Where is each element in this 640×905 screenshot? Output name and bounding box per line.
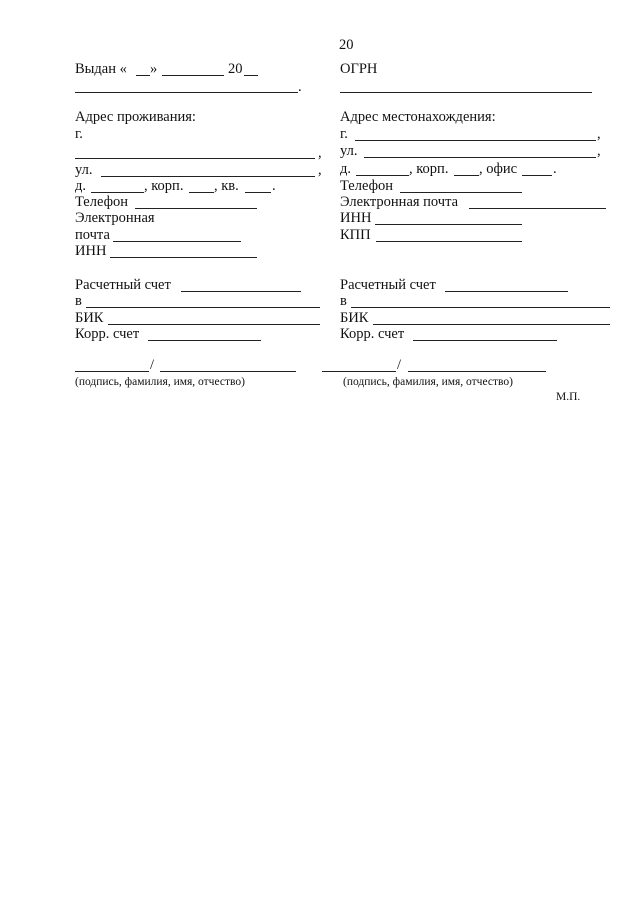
corr-account-label: Корр. счет xyxy=(340,326,405,342)
email-label: Электронная почта xyxy=(340,194,459,210)
email-label-line1: Электронная xyxy=(75,210,155,226)
issued-year-label: 20 xyxy=(228,61,243,77)
street-field[interactable] xyxy=(364,157,596,158)
bank-label: в xyxy=(75,293,82,309)
city-comma: , xyxy=(597,126,601,142)
signature-name-field[interactable] xyxy=(160,371,296,372)
account-field[interactable] xyxy=(181,291,301,292)
street-comma: , xyxy=(597,143,601,159)
issued-prefix: Выдан « xyxy=(75,61,127,77)
phone-field[interactable] xyxy=(400,192,522,193)
bik-field[interactable] xyxy=(108,324,320,325)
signature-name-field[interactable] xyxy=(408,371,546,372)
ogrn-label: ОГРН xyxy=(340,61,378,77)
corr-account-field[interactable] xyxy=(148,340,261,341)
signature-caption: (подпись, фамилия, имя, отчество) xyxy=(343,376,513,388)
apt-field[interactable] xyxy=(245,192,271,193)
corr-account-label: Корр. счет xyxy=(75,326,140,342)
stamp-label: М.П. xyxy=(556,391,581,403)
city-label: г. xyxy=(340,126,348,142)
street-comma: , xyxy=(318,162,322,178)
kpp-label: КПП xyxy=(340,227,371,243)
corp-field[interactable] xyxy=(189,192,214,193)
corp-label: , корп. xyxy=(144,178,184,194)
house-label: д. xyxy=(340,161,352,177)
street-label: ул. xyxy=(75,162,93,178)
phone-label: Телефон xyxy=(75,194,128,210)
bank-field[interactable] xyxy=(86,307,320,308)
office-label: , офис xyxy=(479,161,518,177)
bank-field[interactable] xyxy=(351,307,610,308)
issued-year-field[interactable] xyxy=(244,75,258,76)
bik-label: БИК xyxy=(340,310,369,326)
phone-label: Телефон xyxy=(340,178,393,194)
email-field[interactable] xyxy=(113,241,241,242)
house-label: д. xyxy=(75,178,87,194)
email-field[interactable] xyxy=(469,208,606,209)
signature-slash: / xyxy=(150,357,155,373)
page-number: 20 xyxy=(339,37,354,53)
office-field[interactable] xyxy=(522,175,552,176)
city-label: г. xyxy=(75,126,83,142)
house-field[interactable] xyxy=(91,192,144,193)
apt-label: , кв. xyxy=(214,178,239,194)
corp-field[interactable] xyxy=(454,175,479,176)
house-field[interactable] xyxy=(356,175,409,176)
corr-account-field[interactable] xyxy=(413,340,557,341)
apt-period: . xyxy=(272,178,276,194)
email-label-line2: почта xyxy=(75,227,110,243)
bik-label: БИК xyxy=(75,310,104,326)
office-period: . xyxy=(553,161,557,177)
bank-label: в xyxy=(340,293,347,309)
signature-field[interactable] xyxy=(322,371,396,372)
street-label: ул. xyxy=(340,143,358,159)
inn-field[interactable] xyxy=(110,257,257,258)
phone-field[interactable] xyxy=(135,208,257,209)
inn-field[interactable] xyxy=(375,224,522,225)
issued-by-field[interactable] xyxy=(75,92,298,93)
corp-label: , корп. xyxy=(409,161,449,177)
account-label: Расчетный счет xyxy=(75,277,171,293)
location-address-heading: Адрес местонахождения: xyxy=(340,109,496,125)
street-field[interactable] xyxy=(101,176,315,177)
signature-slash: / xyxy=(397,357,402,373)
signature-field[interactable] xyxy=(75,371,149,372)
account-field[interactable] xyxy=(445,291,568,292)
residence-address-heading: Адрес проживания: xyxy=(75,109,196,125)
issued-quote-close: » xyxy=(150,61,158,77)
inn-label: ИНН xyxy=(75,243,107,259)
bik-field[interactable] xyxy=(373,324,610,325)
kpp-field[interactable] xyxy=(376,241,522,242)
city-field[interactable] xyxy=(355,140,596,141)
city-comma: , xyxy=(318,145,322,161)
issued-day-field[interactable] xyxy=(136,75,150,76)
signature-caption: (подпись, фамилия, имя, отчество) xyxy=(75,376,245,388)
city-field[interactable] xyxy=(75,158,315,159)
account-label: Расчетный счет xyxy=(340,277,436,293)
inn-label: ИНН xyxy=(340,210,372,226)
ogrn-field[interactable] xyxy=(340,92,592,93)
issued-month-field[interactable] xyxy=(162,75,224,76)
issued-by-period: . xyxy=(298,79,302,95)
